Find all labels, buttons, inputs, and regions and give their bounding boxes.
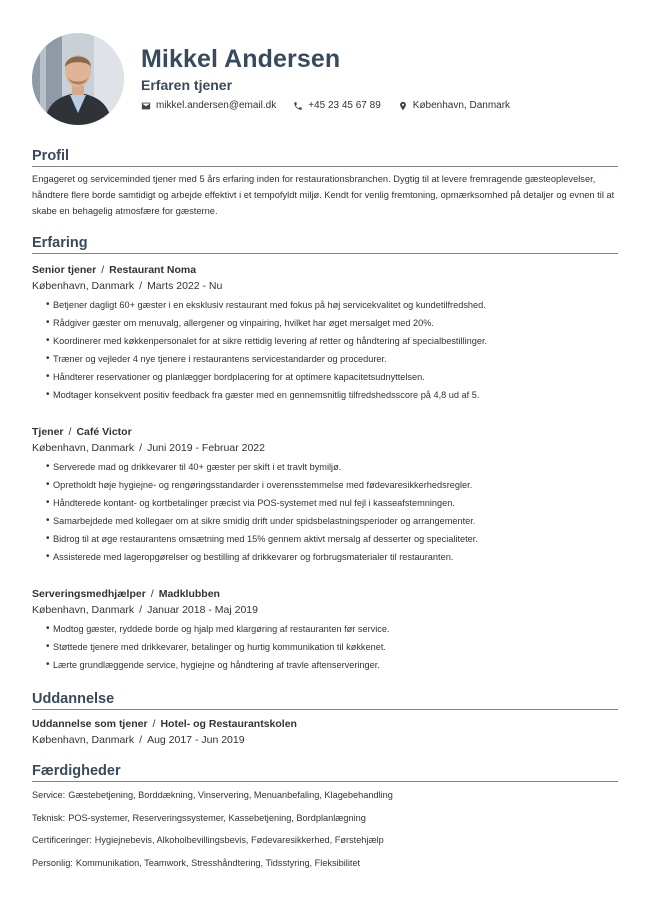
job-period: Juni 2019 - Februar 2022 [147, 442, 265, 454]
job-entry [32, 586, 618, 674]
education-entry [32, 716, 618, 748]
skill-label: Teknisk: [32, 812, 66, 823]
bullet-item: • Håndterer reservationer og planlægger bordplacering for at optimere kapacitetsudnyttelsen. [53, 368, 618, 386]
skill-row [32, 784, 618, 807]
contact-email[interactable] [141, 100, 276, 111]
job-bullets [32, 620, 618, 674]
job-location: København, Danmark [32, 604, 135, 616]
envelope-icon [141, 101, 151, 111]
profile-photo-illustration [32, 33, 124, 125]
contact-phone[interactable] [293, 100, 381, 111]
profile-photo [32, 33, 124, 125]
job-period: Marts 2022 - Nu [147, 280, 223, 292]
skill-value: Gæstebetjening, Borddækning, Vinservering, Menuanbefaling, Klagebehandling [68, 790, 393, 800]
phone-icon [293, 101, 303, 111]
skill-label: Personlig: [32, 857, 73, 868]
bullet-item: • Serverede mad og drikkevarer til 40+ gæster per skift i et travlt bymiljø. [53, 458, 618, 476]
map-pin-icon [398, 101, 408, 111]
bullet-item: • Træner og vejleder 4 nye tjenere i restaurantens servicestandarder og procedurer. [53, 350, 618, 368]
education-section [32, 691, 618, 748]
bullet-item: • Assisterede med lageropgørelser og bestilling af drikkevarer og forbrugsmaterialer til restauranten. [53, 548, 618, 566]
skill-label: Certificeringer: [32, 835, 92, 845]
job-entry [32, 424, 618, 566]
skill-row [32, 829, 618, 852]
job-meta: København, Danmark / Marts 2022 - Nu [32, 280, 223, 292]
section-title-skills: Færdigheder [32, 763, 618, 782]
profile-section [32, 148, 618, 219]
experience-section [32, 235, 618, 674]
job-title: Senior tjener / Restaurant Noma [32, 264, 197, 276]
email-text: mikkel.andersen@email.dk [156, 100, 277, 111]
skills-list [32, 784, 618, 874]
job-title: Tjener / Café Victor [32, 426, 132, 438]
bullet-item: • Håndterede kontant- og kortbetalinger præcist via POS-systemet med nul fejl i kasseafstemningen. [53, 494, 618, 512]
bullet-item: • Betjener dagligt 60+ gæster i en eksklusiv restaurant med fokus på høj servicekvalitet og kundetilfredshed. [53, 296, 618, 314]
education-meta: København, Danmark / Aug 2017 - Jun 2019 [32, 734, 245, 746]
job-period: Januar 2018 - Maj 2019 [147, 604, 258, 616]
skill-value: POS-systemer, Reserveringssystemer, Kassebetjening, Bordplanlægning [68, 812, 366, 823]
job-company: Restaurant Noma [109, 264, 197, 276]
education-degree: Uddannelse som tjener [32, 718, 148, 730]
bullet-item: • Bidrog til at øge restaurantens omsætning med 15% gennem aktivt mersalg af desserter og specialiteter. [53, 530, 618, 548]
contact-info [141, 100, 527, 111]
section-title-profile: Profil [32, 148, 618, 167]
job-company: Café Victor [76, 426, 132, 438]
job-meta: København, Danmark / Juni 2019 - Februar 2022 [32, 442, 265, 454]
bullet-item: • Modtager konsekvent positiv feedback fra gæster med en gennemsnitlig tilfredshedsscore på 4,8 ud af 5. [53, 386, 618, 404]
profile-summary: Engageret og serviceminded tjener med 5 års erfaring inden for restaurationsbranchen. Dygtig til at levere fremragende gæsteoplevelser, håndtere flere borde samtidigt og arbejde effektivt i et tempofyldt miljø. Kendt for venlig fremtoning, opmærksomhed på detaljer og evnen til at skabe en behagelig atmosfære for gæsterne. [32, 174, 615, 216]
candidate-title: Erfaren tjener [141, 77, 233, 93]
job-location: København, Danmark [32, 280, 135, 292]
candidate-name: Mikkel Andersen [141, 45, 341, 73]
skill-value: Kommunikation, Teamwork, Stresshåndtering, Tidsstyring, Fleksibilitet [75, 857, 361, 868]
resume-header [32, 33, 618, 125]
bullet-item: • Opretholdt høje hygiejne- og rengøringsstandarder i overensstemmelse med fødevaresikkerhedsregler. [53, 476, 618, 494]
education-title: Uddannelse som tjener / Hotel- og Restaurantskolen [32, 718, 297, 730]
bullet-item: • Modtog gæster, ryddede borde og hjalp med klargøring af restauranten før service. [53, 620, 618, 638]
job-bullets [32, 458, 618, 566]
location-text: København, Danmark [412, 100, 511, 111]
job-entry [32, 262, 618, 404]
bullet-item: • Koordinerer med køkkenpersonalet for at sikre rettidig levering af retter og håndtering af specialbestillinger. [53, 332, 618, 350]
education-period: Aug 2017 - Jun 2019 [147, 734, 245, 746]
skill-row [32, 807, 618, 830]
bullet-item: • Rådgiver gæster om menuvalg, allergener og vinpairing, hvilket har øget mersalget med 20%. [53, 314, 618, 332]
contact-location [398, 100, 510, 111]
job-role: Serveringsmedhjælper [32, 588, 146, 600]
job-title: Serveringsmedhjælper / Madklubben [32, 588, 220, 600]
education-location: København, Danmark [32, 734, 135, 746]
skills-section [32, 763, 618, 874]
job-meta: København, Danmark / Januar 2018 - Maj 2019 [32, 604, 258, 616]
skill-row [32, 852, 618, 875]
bullet-item: • Støttede tjenere med drikkevarer, betalinger og hurtig kommunikation til køkkenet. [53, 638, 618, 656]
section-title-education: Uddannelse [32, 691, 618, 710]
job-bullets [32, 296, 618, 404]
job-role: Senior tjener [32, 264, 97, 276]
job-company: Madklubben [158, 588, 220, 600]
skill-value: Hygiejnebevis, Alkoholbevillingsbevis, Fødevaresikkerhed, Førstehjælp [94, 835, 384, 845]
bullet-item: • Samarbejdede med kollegaer om at sikre smidig drift under spidsbelastningsperioder og arrangementer. [53, 512, 618, 530]
job-location: København, Danmark [32, 442, 135, 454]
skill-label: Service: [32, 790, 66, 800]
phone-text: +45 23 45 67 89 [308, 100, 381, 111]
bullet-item: • Lærte grundlæggende service, hygiejne og håndtering af travle aftenserveringer. [53, 656, 618, 674]
job-role: Tjener [32, 426, 64, 438]
education-school: Hotel- og Restaurantskolen [160, 718, 297, 730]
section-title-experience: Erfaring [32, 235, 618, 254]
